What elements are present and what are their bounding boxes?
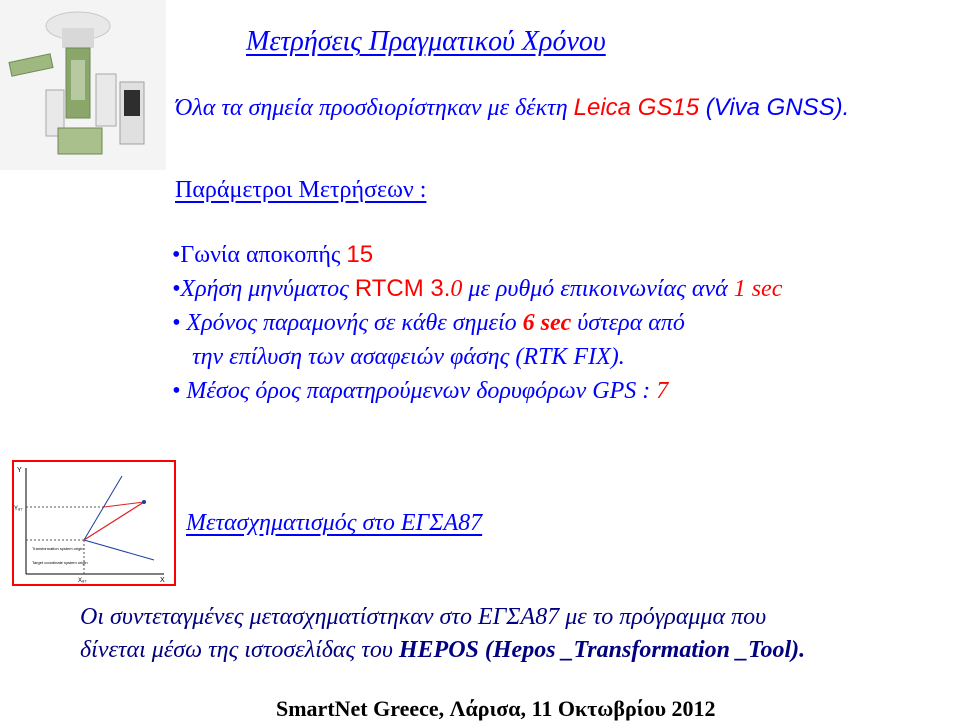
- diagram-rotated-y: [84, 476, 122, 540]
- receiver-line: [175, 94, 849, 122]
- coord-line-1: Οι συντεταγμένες μετασχηματίστηκαν στο ΕΓΣΑ87 με το πρόγραμμα που: [80, 604, 767, 630]
- params-list: [172, 238, 782, 408]
- cutoff-value: 15: [346, 241, 374, 268]
- receiver-prefix: Όλα τα σημεία προσδιορίστηκαν με δέκτη: [175, 95, 574, 121]
- sats-value: 7: [656, 378, 669, 404]
- cutoff-bullet: [172, 238, 782, 272]
- diagram-x-tick: X₈₇: [78, 578, 87, 584]
- sats-bullet: [172, 374, 782, 408]
- receiver-suffix: (Viva GNSS).: [699, 94, 850, 121]
- dwell-continuation: την επίλυση των ασαφειών φάσης (RTK FIX).: [192, 344, 625, 370]
- diagram-red-vector-1: [84, 502, 144, 540]
- diagram-legend-bottom: Target coordinate system origin: [32, 560, 88, 565]
- rtcm-bullet: [172, 272, 782, 306]
- rtcm-value-2: 0: [450, 276, 463, 302]
- params-heading: Παράμετροι Μετρήσεων :: [175, 177, 427, 203]
- page-title: Μετρήσεις Πραγματικού Χρόνου: [246, 26, 606, 57]
- diagram-point: [142, 500, 146, 504]
- diagram-y-label: Y: [17, 467, 22, 474]
- dwell-value: 6 sec: [522, 310, 572, 336]
- rate-text: με ρυθμό επικοινωνίας ανά: [462, 276, 734, 302]
- rtcm-value: RTCM 3.: [354, 275, 451, 302]
- coord-line-2: [80, 634, 950, 667]
- cutoff-label: •Γωνία αποκοπής: [172, 242, 347, 268]
- coordinate-note: [80, 601, 950, 667]
- transformation-diagram: [12, 460, 176, 586]
- dwell-bullet: [172, 306, 782, 340]
- footer-text: SmartNet Greece, Λάρισα, 11 Οκτωβρίου 2012: [276, 696, 716, 721]
- dwell-label: • Χρόνος παραμονής σε κάθε σημείο: [172, 310, 523, 336]
- rate-value: 1 sec: [733, 276, 783, 302]
- hepos-tool-name: HEPOS (Hepos _Transformation _Tool).: [398, 637, 806, 663]
- transformation-heading: Μετασχηματισμός στο ΕΓΣΑ87: [186, 510, 483, 536]
- receiver-model: Leica GS15: [573, 94, 700, 121]
- diagram-svg: [14, 462, 174, 584]
- rtcm-label: •Χρήση μηνύματος: [172, 276, 355, 302]
- gnss-receiver-image: [0, 0, 166, 170]
- diagram-rotated-x: [84, 540, 154, 560]
- diagram-x-label: X: [160, 577, 165, 584]
- diagram-y-tick: Y₈₇: [14, 506, 23, 512]
- dwell-after: ύστερα από: [571, 310, 685, 336]
- sats-label: • Μέσος όρος παρατηρούμενων δορυφόρων GPS :: [172, 378, 657, 404]
- diagram-legend-top: Transformation system origin: [32, 546, 84, 551]
- coord-line-2-prefix: δίνεται μέσω της ιστοσελίδας του: [80, 637, 399, 663]
